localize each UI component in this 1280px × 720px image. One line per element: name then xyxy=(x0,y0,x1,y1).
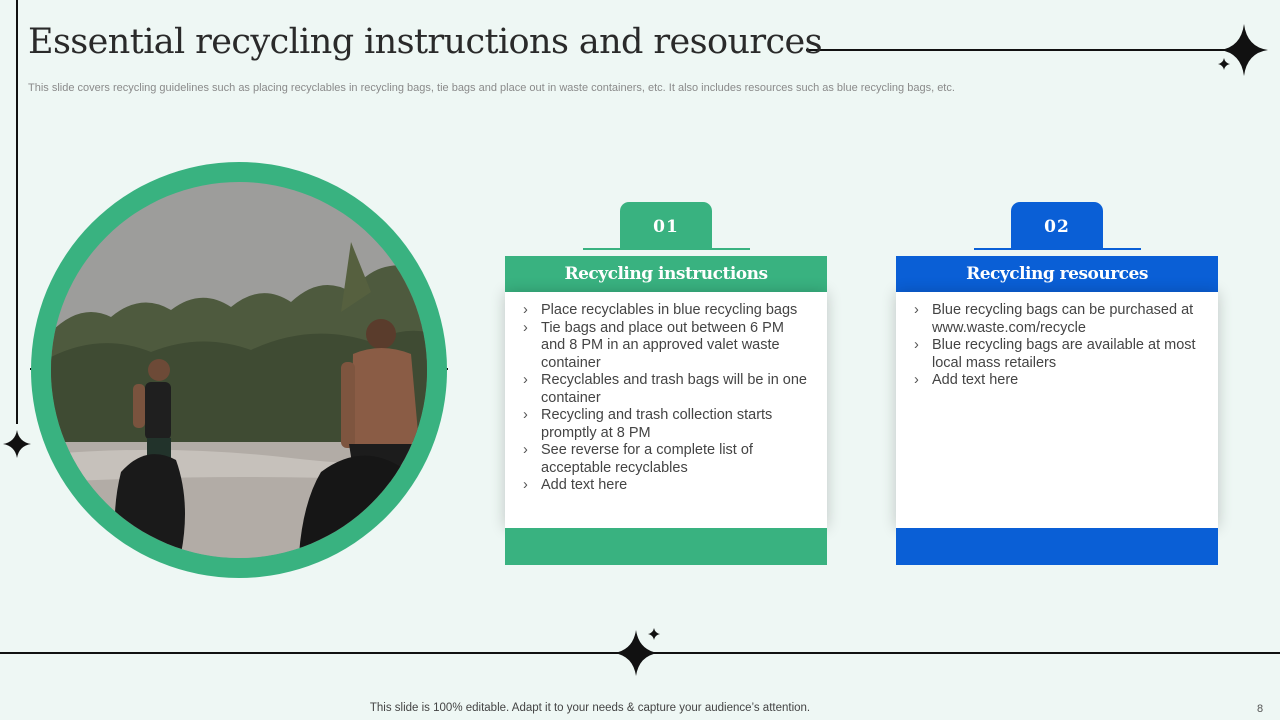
photo-ring xyxy=(31,162,447,578)
card-2-heading: Recycling resources xyxy=(896,256,1218,292)
slide-title: Essential recycling instructions and resources xyxy=(28,22,823,62)
page-number: 8 xyxy=(1257,703,1264,715)
list-item: › See reverse for a complete list of acceptable recyclables xyxy=(523,442,809,477)
list-item: › Add text here xyxy=(523,477,809,495)
slide-subtitle: This slide covers recycling guidelines such as placing recyclables in recycling bags, tie bags and place out in waste containers, etc. It also includes resources such as blue recycling bags, etc. xyxy=(28,82,955,94)
beach-cleanup-photo xyxy=(51,182,427,558)
list-item: › Add text here xyxy=(914,372,1200,390)
left-vertical-rule xyxy=(16,0,18,424)
sparkle-icon-bottom xyxy=(612,626,664,678)
card-2-footer-bar xyxy=(896,528,1218,565)
card-2-list xyxy=(896,292,1218,390)
list-item: › Blue recycling bags can be purchased at www.waste.com/recycle xyxy=(914,302,1200,337)
list-item: › Recyclables and trash bags will be in one container xyxy=(523,372,809,407)
card-1-list xyxy=(505,292,827,495)
title-rule xyxy=(806,49,1226,51)
list-item: › Blue recycling bags are available at most local mass retailers xyxy=(914,337,1200,372)
card-2-body xyxy=(896,292,1218,528)
card-1-heading: Recycling instructions xyxy=(505,256,827,292)
card-1-body xyxy=(505,292,827,528)
card-1-tab-underline xyxy=(583,248,750,250)
sparkle-icon-left xyxy=(1,428,33,460)
list-item: › Place recyclables in blue recycling bags xyxy=(523,302,809,320)
card-1-number-tab: 01 xyxy=(620,202,712,250)
card-2-number-tab: 02 xyxy=(1011,202,1103,250)
list-item: › Tie bags and place out between 6 PM and 8 PM in an approved valet waste container xyxy=(523,320,809,373)
card-2-tab-underline xyxy=(974,248,1141,250)
sparkle-icon xyxy=(1216,22,1272,78)
card-1-footer-bar xyxy=(505,528,827,565)
slide-footer-note: This slide is 100% editable. Adapt it to your needs & capture your audience’s attention. xyxy=(369,702,811,714)
list-item: › Recycling and trash collection starts promptly at 8 PM xyxy=(523,407,809,442)
